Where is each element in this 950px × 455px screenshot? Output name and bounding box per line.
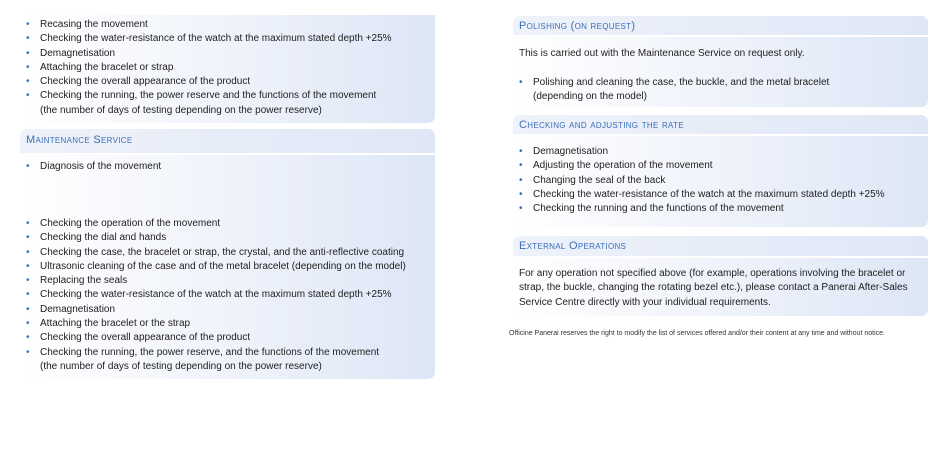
list-item (513, 202, 885, 216)
list-item-text: Polishing and cleaning the case, the buckle, and the metal bracelet (533, 77, 830, 88)
disclaimer-footnote: Officine Panerai reserves the right to modify the list of services offered and/or their content at any time and without notice. (509, 330, 885, 337)
list-item (20, 75, 392, 89)
list-item-text: Recasing the movement (40, 19, 148, 30)
list-item (20, 346, 406, 375)
list-item-continuation: (the number of days of testing depending on the power reserve) (40, 360, 322, 372)
bullet-icon: • (26, 346, 30, 358)
list-item (20, 89, 392, 118)
list-item-text: Checking the operation of the movement (40, 218, 221, 229)
polishing-intro: This is carried out with the Maintenance Service on request only. (519, 48, 805, 59)
rate-list (513, 145, 885, 216)
bullet-icon: • (26, 76, 30, 88)
list-item (20, 260, 406, 274)
bullet-icon: • (26, 289, 30, 301)
list-item-text: Attaching the bracelet or strap (40, 61, 174, 73)
list-item (20, 246, 406, 260)
list-item-text: Checking the overall appearance of the product (40, 76, 251, 88)
list-item (513, 145, 885, 159)
list-item (20, 18, 392, 32)
list-item (20, 32, 392, 46)
list-item-text: Changing the seal of the back (533, 174, 666, 186)
list-item-text: Demagnetisation (40, 303, 116, 315)
bullet-icon: • (26, 332, 30, 344)
list-item-text: Checking the water-resistance of the watch at the maximum stated depth +25% (40, 33, 392, 45)
list-item-text: Ultrasonic cleaning of the case and of the metal bracelet (depending on the model) (40, 260, 406, 272)
bullet-icon: • (26, 218, 30, 229)
bullet-icon: • (26, 318, 30, 330)
maintenance-service-title: Maintenance Service (20, 129, 435, 155)
external-line: Service Centre directly with your individual requirements. (519, 296, 771, 308)
list-item (20, 47, 392, 61)
list-item-text: Diagnosis of the movement (40, 161, 162, 172)
bullet-icon: • (519, 188, 523, 200)
bullet-icon: • (26, 33, 30, 45)
bullet-icon: • (26, 232, 30, 244)
list-item (513, 159, 885, 173)
bullet-icon: • (519, 203, 523, 215)
polishing-list (513, 76, 829, 105)
recasing-list (20, 18, 392, 118)
list-item-text: Demagnetisation (533, 146, 609, 157)
list-item (513, 76, 829, 105)
rate-title: Checking and adjusting the rate (513, 115, 928, 136)
list-item-text: Checking the overall appearance of the product (40, 332, 251, 344)
list-item-text: Demagnetisation (40, 47, 116, 59)
list-item (20, 317, 406, 331)
list-item-text: Checking the running, the power reserve and the functions of the movement (40, 90, 377, 102)
list-item-text: Checking the running and the functions of the movement (533, 203, 784, 215)
bullet-icon: • (519, 174, 523, 186)
recasing-panel (20, 15, 435, 123)
list-item-text: Checking the case, the bracelet or strap, the crystal, and the anti-reflective coating (40, 246, 405, 258)
bullet-icon: • (519, 146, 523, 157)
polishing-panel (513, 16, 928, 107)
list-item (513, 188, 885, 202)
bullet-icon: • (26, 246, 30, 258)
list-item (20, 61, 392, 75)
list-item (20, 160, 161, 174)
bullet-icon: • (26, 61, 30, 73)
list-item-text: Checking the water-resistance of the watch at the maximum stated depth +25% (533, 188, 885, 200)
list-item-continuation: (the number of days of testing depending on the power reserve) (40, 104, 322, 116)
list-item-text: Attaching the bracelet or the strap (40, 318, 191, 330)
bullet-icon: • (26, 275, 30, 287)
list-item (20, 274, 406, 288)
bullet-icon: • (26, 90, 30, 102)
rate-panel (513, 115, 928, 227)
external-operations-text (519, 267, 908, 310)
list-item-text: Adjusting the operation of the movement (533, 160, 713, 172)
maintenance-checks-list (20, 217, 406, 374)
list-item-text: Checking the dial and hands (40, 232, 167, 244)
list-item-text: Checking the running, the power reserve, and the functions of the movement (40, 346, 380, 358)
external-operations-panel (513, 236, 928, 316)
external-line: For any operation not specified above (for example, operations involving the bracelet or (519, 268, 906, 279)
list-item-continuation: (depending on the model) (533, 91, 647, 103)
bullet-icon: • (26, 303, 30, 315)
maintenance-diagnosis-list (20, 160, 161, 174)
list-item (513, 174, 885, 188)
bullet-icon: • (26, 47, 30, 59)
list-item (20, 217, 406, 231)
bullet-icon: • (26, 161, 30, 172)
bullet-icon: • (26, 19, 30, 30)
bullet-icon: • (519, 160, 523, 172)
polishing-title: Polishing (on request) (513, 16, 928, 37)
bullet-icon: • (519, 77, 523, 88)
list-item (20, 303, 406, 317)
maintenance-service-panel (20, 129, 435, 379)
external-operations-title: External Operations (513, 236, 928, 258)
list-item (20, 288, 406, 302)
bullet-icon: • (26, 260, 30, 272)
external-line: strap, the buckle, changing the rotating bezel etc.), please contact a Panerai After-Sales (519, 282, 908, 294)
list-item (20, 231, 406, 245)
list-item (20, 331, 406, 345)
list-item-text: Checking the water-resistance of the watch at the maximum stated depth +25% (40, 289, 392, 301)
list-item-text: Replacing the seals (40, 275, 128, 287)
